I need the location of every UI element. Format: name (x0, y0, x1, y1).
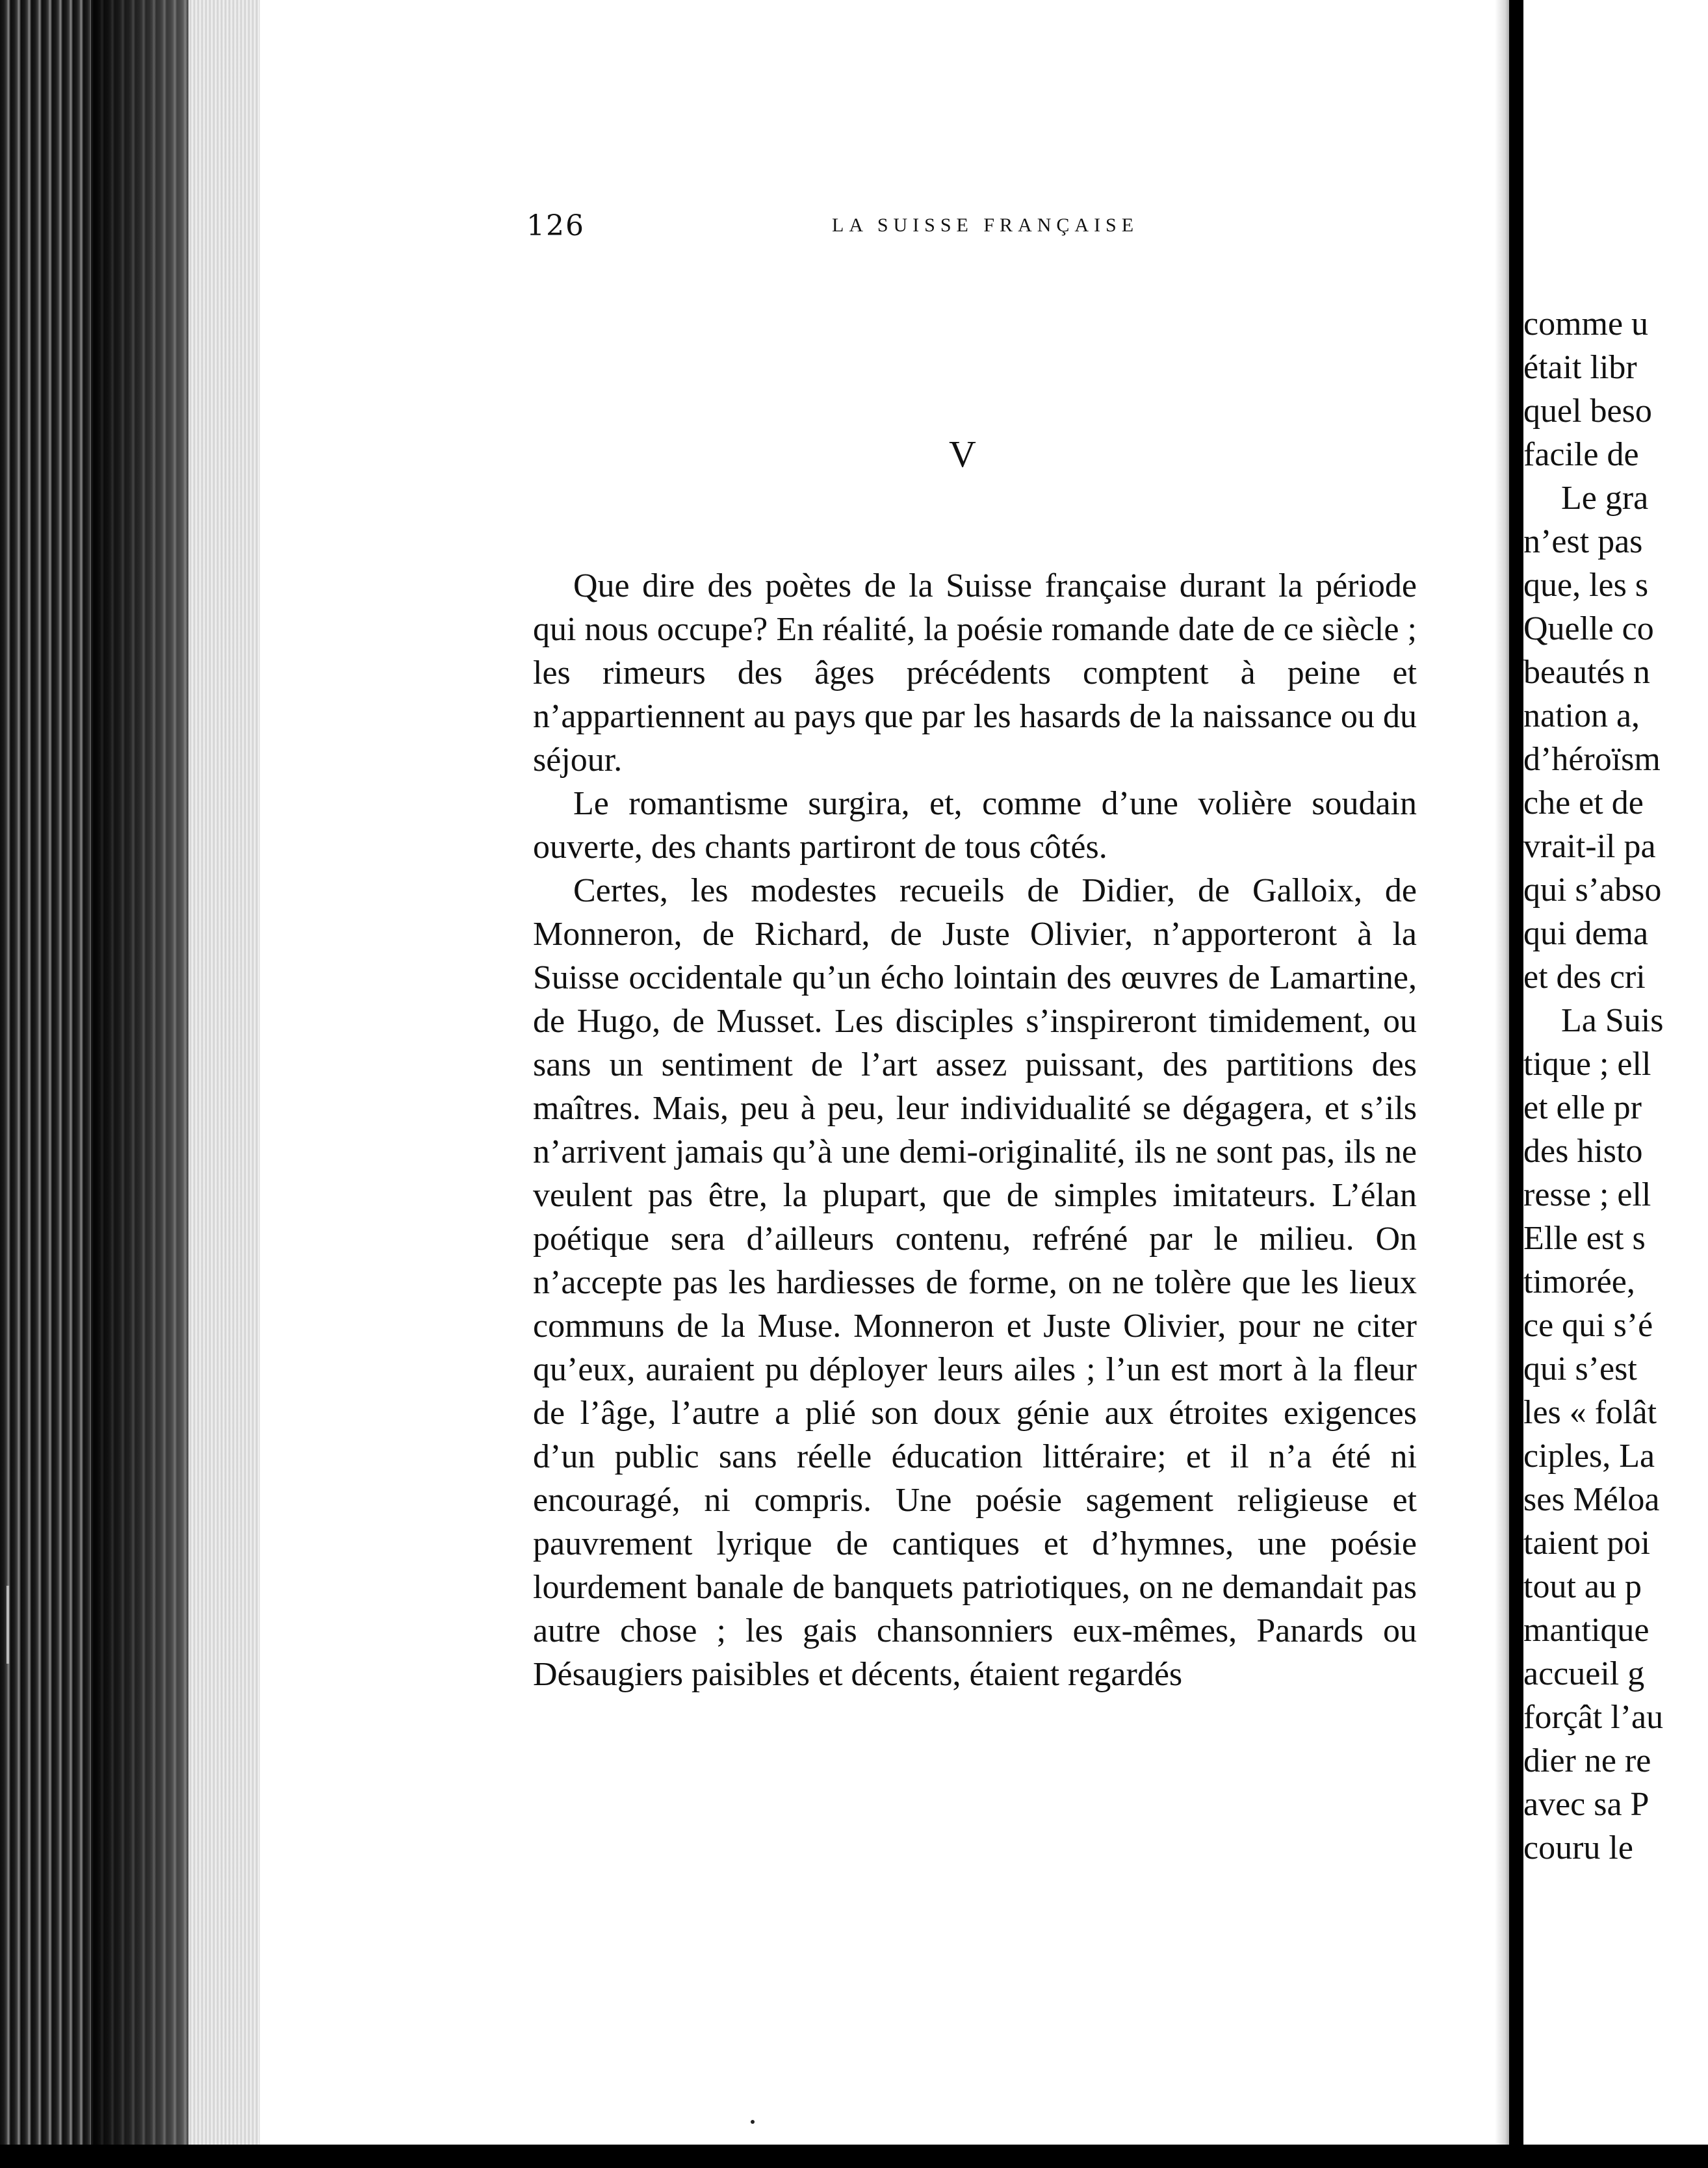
right-page-line: timorée, (1523, 1263, 1635, 1300)
right-page-line: Le gra (1561, 480, 1649, 517)
right-page-line: n’est pas (1523, 523, 1643, 560)
right-page-line: que, les s (1523, 567, 1649, 604)
page-number: 126 (526, 209, 585, 242)
right-page-line: quel beso (1523, 393, 1652, 430)
right-page-line: dier ne re (1523, 1742, 1651, 1779)
right-page-line: beautés n (1523, 654, 1650, 691)
section-numeral: V (949, 433, 976, 475)
right-page-line: couru le (1523, 1829, 1633, 1866)
right-page-line: d’héroïsm (1523, 741, 1661, 778)
right-page-line: et des cri (1523, 959, 1646, 996)
right-page-line: che et de (1523, 784, 1644, 821)
paragraph: Le romantisme surgira, et, comme d’une volière soudain ouverte, des chants partiront de tous côtés. (533, 785, 1417, 866)
gutter-shadow (1509, 0, 1523, 2145)
right-page-text (1523, 302, 1708, 1870)
right-page-line: tout au p (1523, 1568, 1642, 1605)
right-page-line: resse ; ell (1523, 1176, 1651, 1213)
right-page-line: accueil g (1523, 1655, 1645, 1692)
right-page-line: vrait-il pa (1523, 828, 1656, 865)
right-page-line: avec sa P (1523, 1786, 1650, 1823)
running-title: LA SUISSE FRANÇAISE (832, 214, 1139, 236)
right-page-line: ciples, La (1523, 1438, 1655, 1475)
right-page-line: et elle pr (1523, 1089, 1642, 1126)
right-page-line: ses Méloa (1523, 1481, 1660, 1518)
scan-bottom-border (0, 2145, 1708, 2168)
right-page-line: taient poi (1523, 1525, 1650, 1562)
right-page-line: facile de (1523, 436, 1639, 473)
paragraph: Certes, les modestes recueils de Didier, de Galloix, de Monneron, de Richard, de Juste Olivier, n’apporteront à la Suisse occidentale qu’un écho lointain des œuvres de Lamartine, de Hugo, de Musset. Les disciples s’inspireront timidement, ou sans un sentiment de l’art assez puissant, des partitions des maîtres. Mais, peu à peu, leur individualité se dégagera, et s’ils n’arrivent jamais qu’à une demi-originalité, ils ne sont pas, ils ne veulent pas être, la plupart, que de simples imitateurs. L’élan poétique sera d’ailleurs contenu, refréné par le milieu. On n’accepte pas les hardiesses de forme, on ne tolère que les lieux communs de la Muse. Monneron et Juste Olivier, pour ne citer qu’eux, auraient pu déployer leurs ailes ; l’un est mort à la fleur de l’âge, l’autre a plié son doux génie aux étroites exigences d’un public sans réelle éducation littéraire; et il n’a été ni encouragé, ni compris. Une poésie sagement religieuse et pauvrement lyrique de cantiques et d’hymnes, une poésie lourdement banale de banquets patriotiques, on ne demandait pas autre chose ; les gais chansonniers eux-mêmes, Panards ou Désaugiers paisibles et décents, étaient regardés (533, 872, 1417, 1693)
right-page-line: mantique (1523, 1612, 1650, 1649)
stacked-page-edges (188, 0, 260, 2168)
right-page-line: ce qui s’é (1523, 1307, 1653, 1344)
right-page-line: qui dema (1523, 915, 1649, 952)
scan-speck (751, 2120, 755, 2124)
right-page-line: Elle est s (1523, 1220, 1646, 1257)
right-page-line: Quelle co (1523, 610, 1654, 647)
running-head (526, 209, 1475, 248)
right-page-line: La Suis (1561, 1002, 1664, 1039)
scan-mark (6, 1586, 9, 1664)
right-page-line: les « folât (1523, 1394, 1657, 1431)
body-text (533, 564, 1417, 1696)
right-page-line: était libr (1523, 349, 1637, 386)
right-page-line: qui s’abso (1523, 871, 1662, 909)
right-page-fragment (1523, 0, 1708, 2168)
right-page-line: tique ; ell (1523, 1046, 1651, 1083)
right-page-line: qui s’est (1523, 1350, 1637, 1387)
right-page-line: des histo (1523, 1133, 1643, 1170)
right-page-line: forçât l’au (1523, 1699, 1664, 1736)
right-page-line: nation a, (1523, 697, 1640, 734)
paragraph: Que dire des poètes de la Suisse française durant la période qui nous occupe? En réalité, la poésie romande date de ce siècle ; les rimeurs des âges précédents comptent à peine et n’appartiennent au pays que par les hasards de la naissance ou du séjour. (533, 567, 1417, 779)
right-page-line: comme u (1523, 305, 1649, 342)
book-page-edges (0, 0, 260, 2168)
